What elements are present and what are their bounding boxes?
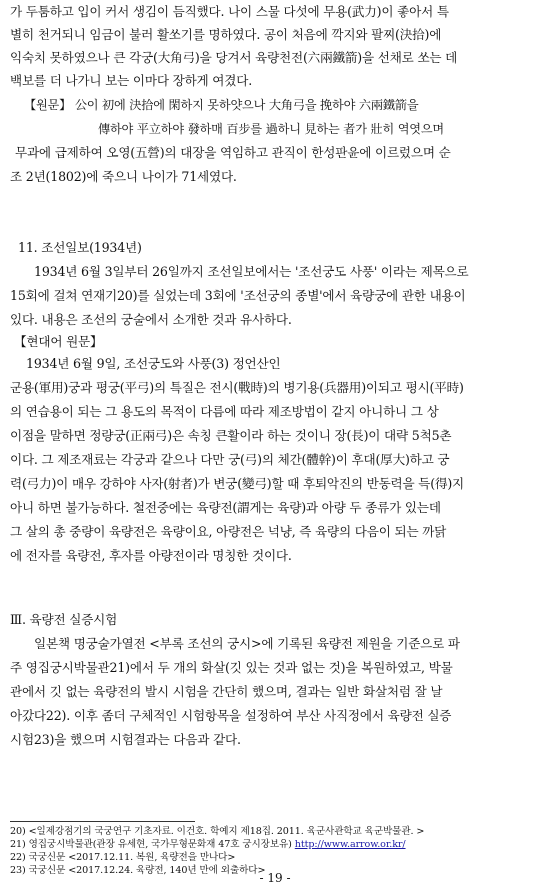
original-label: 【원문】 xyxy=(24,98,72,112)
footnote xyxy=(10,839,406,851)
body-text-line: 조 2년(1802)에 죽으니 나이가 71세였다. xyxy=(10,169,237,184)
footnote-text: 21) 영집궁시박물관(관장 유세현, 국가무형문화재 47호 궁시장보유) xyxy=(10,839,295,850)
article-text-line: 의 연습용이 되는 그 용도의 목적이 다름에 따라 제조방법이 같지 아니하니 그 상 xyxy=(10,404,439,419)
body-text-line: 15회에 걸쳐 연재기20)를 실었는데 3회에 '조선궁의 종별'에서 육량궁에 관한 내용이 xyxy=(10,288,466,303)
body-text-line: 아갔다22). 이후 좀더 구체적인 시험항목을 설정하여 부산 사직정에서 육량전 실증 xyxy=(10,708,452,723)
original-text: 公이 初에 決拾에 閑하지 못하얏으나 大角弓을 挽하야 六兩鐵箭을 xyxy=(74,98,419,112)
body-text-line: 시험23)을 했으며 시험결과는 다음과 같다. xyxy=(10,732,241,747)
museum-link[interactable]: http://www.arrow.or.kr/ xyxy=(294,839,406,850)
body-text-line: 익숙치 못하였으나 큰 각궁(大角弓)을 당겨서 육량천전(六兩鐵箭)을 선채로 쏘는 데 xyxy=(10,50,458,65)
article-text-line: 력(弓力)이 매우 강하야 사자(射者)가 변궁(變弓)할 때 후퇴악진의 반동력을 득(得)지 xyxy=(10,476,465,491)
body-text-line: 주 영집궁시박물관21)에서 두 개의 화살(깃 있는 것과 없는 것)을 복원하였고, 박물 xyxy=(10,660,453,675)
body-text-line: 가 두툼하고 입이 커서 생김이 듬직했다. 나이 스물 다섯에 무용(武力)이 좋아서 특 xyxy=(10,4,449,19)
section-heading: Ⅲ. 육량전 실증시험 xyxy=(10,612,118,627)
footnote-divider xyxy=(10,821,195,822)
article-text-line: 이점을 말하면 정량궁(正兩弓)은 속칭 큰활이라 하는 것이니 장(長)이 대략 5척5촌 xyxy=(10,428,452,443)
body-text-line: 일본책 명궁술가열전 <부록 조선의 궁시>에 기록된 육량전 제원을 기준으로 파 xyxy=(34,636,460,651)
original-text-line: 傳하야 平立하야 發하매 百步를 過하니 見하는 者가 壯히 역엿으며 xyxy=(98,122,445,136)
body-text-line: 별히 천거되니 임금이 불러 활쏘기를 명하였다. 공이 처음에 깍지와 팔찌(決拾)에 xyxy=(10,27,442,42)
footnote: 23) 국궁신문 <2017.12.24. 육량전, 140년 만에 외출하다> xyxy=(10,865,266,876)
article-text-line: 이다. 그 제조재료는 각궁과 같으나 다만 궁(弓)의 체간(體幹)이 후대(厚大)하고 궁 xyxy=(10,452,450,467)
body-text-line: 있다. 내용은 조선의 궁술에서 소개한 것과 유사하다. xyxy=(10,312,292,327)
page-number: - 19 - xyxy=(259,871,291,885)
modern-text-label: 【현대어 원문】 xyxy=(14,334,103,349)
body-text-line: 1934년 6월 3일부터 26일까지 조선일보에서는 '조선궁도 사풍' 이라는 제목으로 xyxy=(34,264,469,279)
footnote: 20) <일제강점기의 국궁연구 기초자료. 이건호. 학예지 제18집. 2011. 육군사관학교 육군박물관. > xyxy=(10,826,425,837)
body-text-line: 무과에 급제하여 오영(五營)의 대장을 역임하고 관직이 한성판윤에 이르렀으며 순 xyxy=(15,145,451,160)
original-text-line xyxy=(24,97,550,113)
body-text-line: 백보를 더 나가니 보는 이마다 장하게 여겼다. xyxy=(10,73,253,88)
article-text-line: 군용(軍用)궁과 평궁(平弓)의 특질은 전시(戰時)의 병기용(兵器用)이되고 평시(平時) xyxy=(10,380,464,395)
article-text-line: 아니 하면 불가능하다. 철전중에는 육량전(謂게는 육량)과 아량 두 종류가 있는데 xyxy=(10,500,441,515)
article-text-line: 에 전자를 육량전, 후자를 아량전이라 명칭한 것이다. xyxy=(10,548,292,563)
article-text-line: 그 살의 총 중량이 육량전은 육량이요, 아량전은 넉냥, 즉 육량의 다음이 되는 까닭 xyxy=(10,524,447,539)
article-dateline: 1934년 6월 9일, 조선궁도와 사풍(3) 정언산인 xyxy=(26,356,281,371)
body-text-line: 관에서 깃 없는 육량전의 발시 시험을 간단히 했으며, 결과는 일반 화살처럼 잘 날 xyxy=(10,684,443,699)
section-heading: 11. 조선일보(1934년) xyxy=(18,240,142,255)
footnote: 22) 국궁신문 <2017.12.11. 복원, 육량전을 만나다> xyxy=(10,852,236,863)
